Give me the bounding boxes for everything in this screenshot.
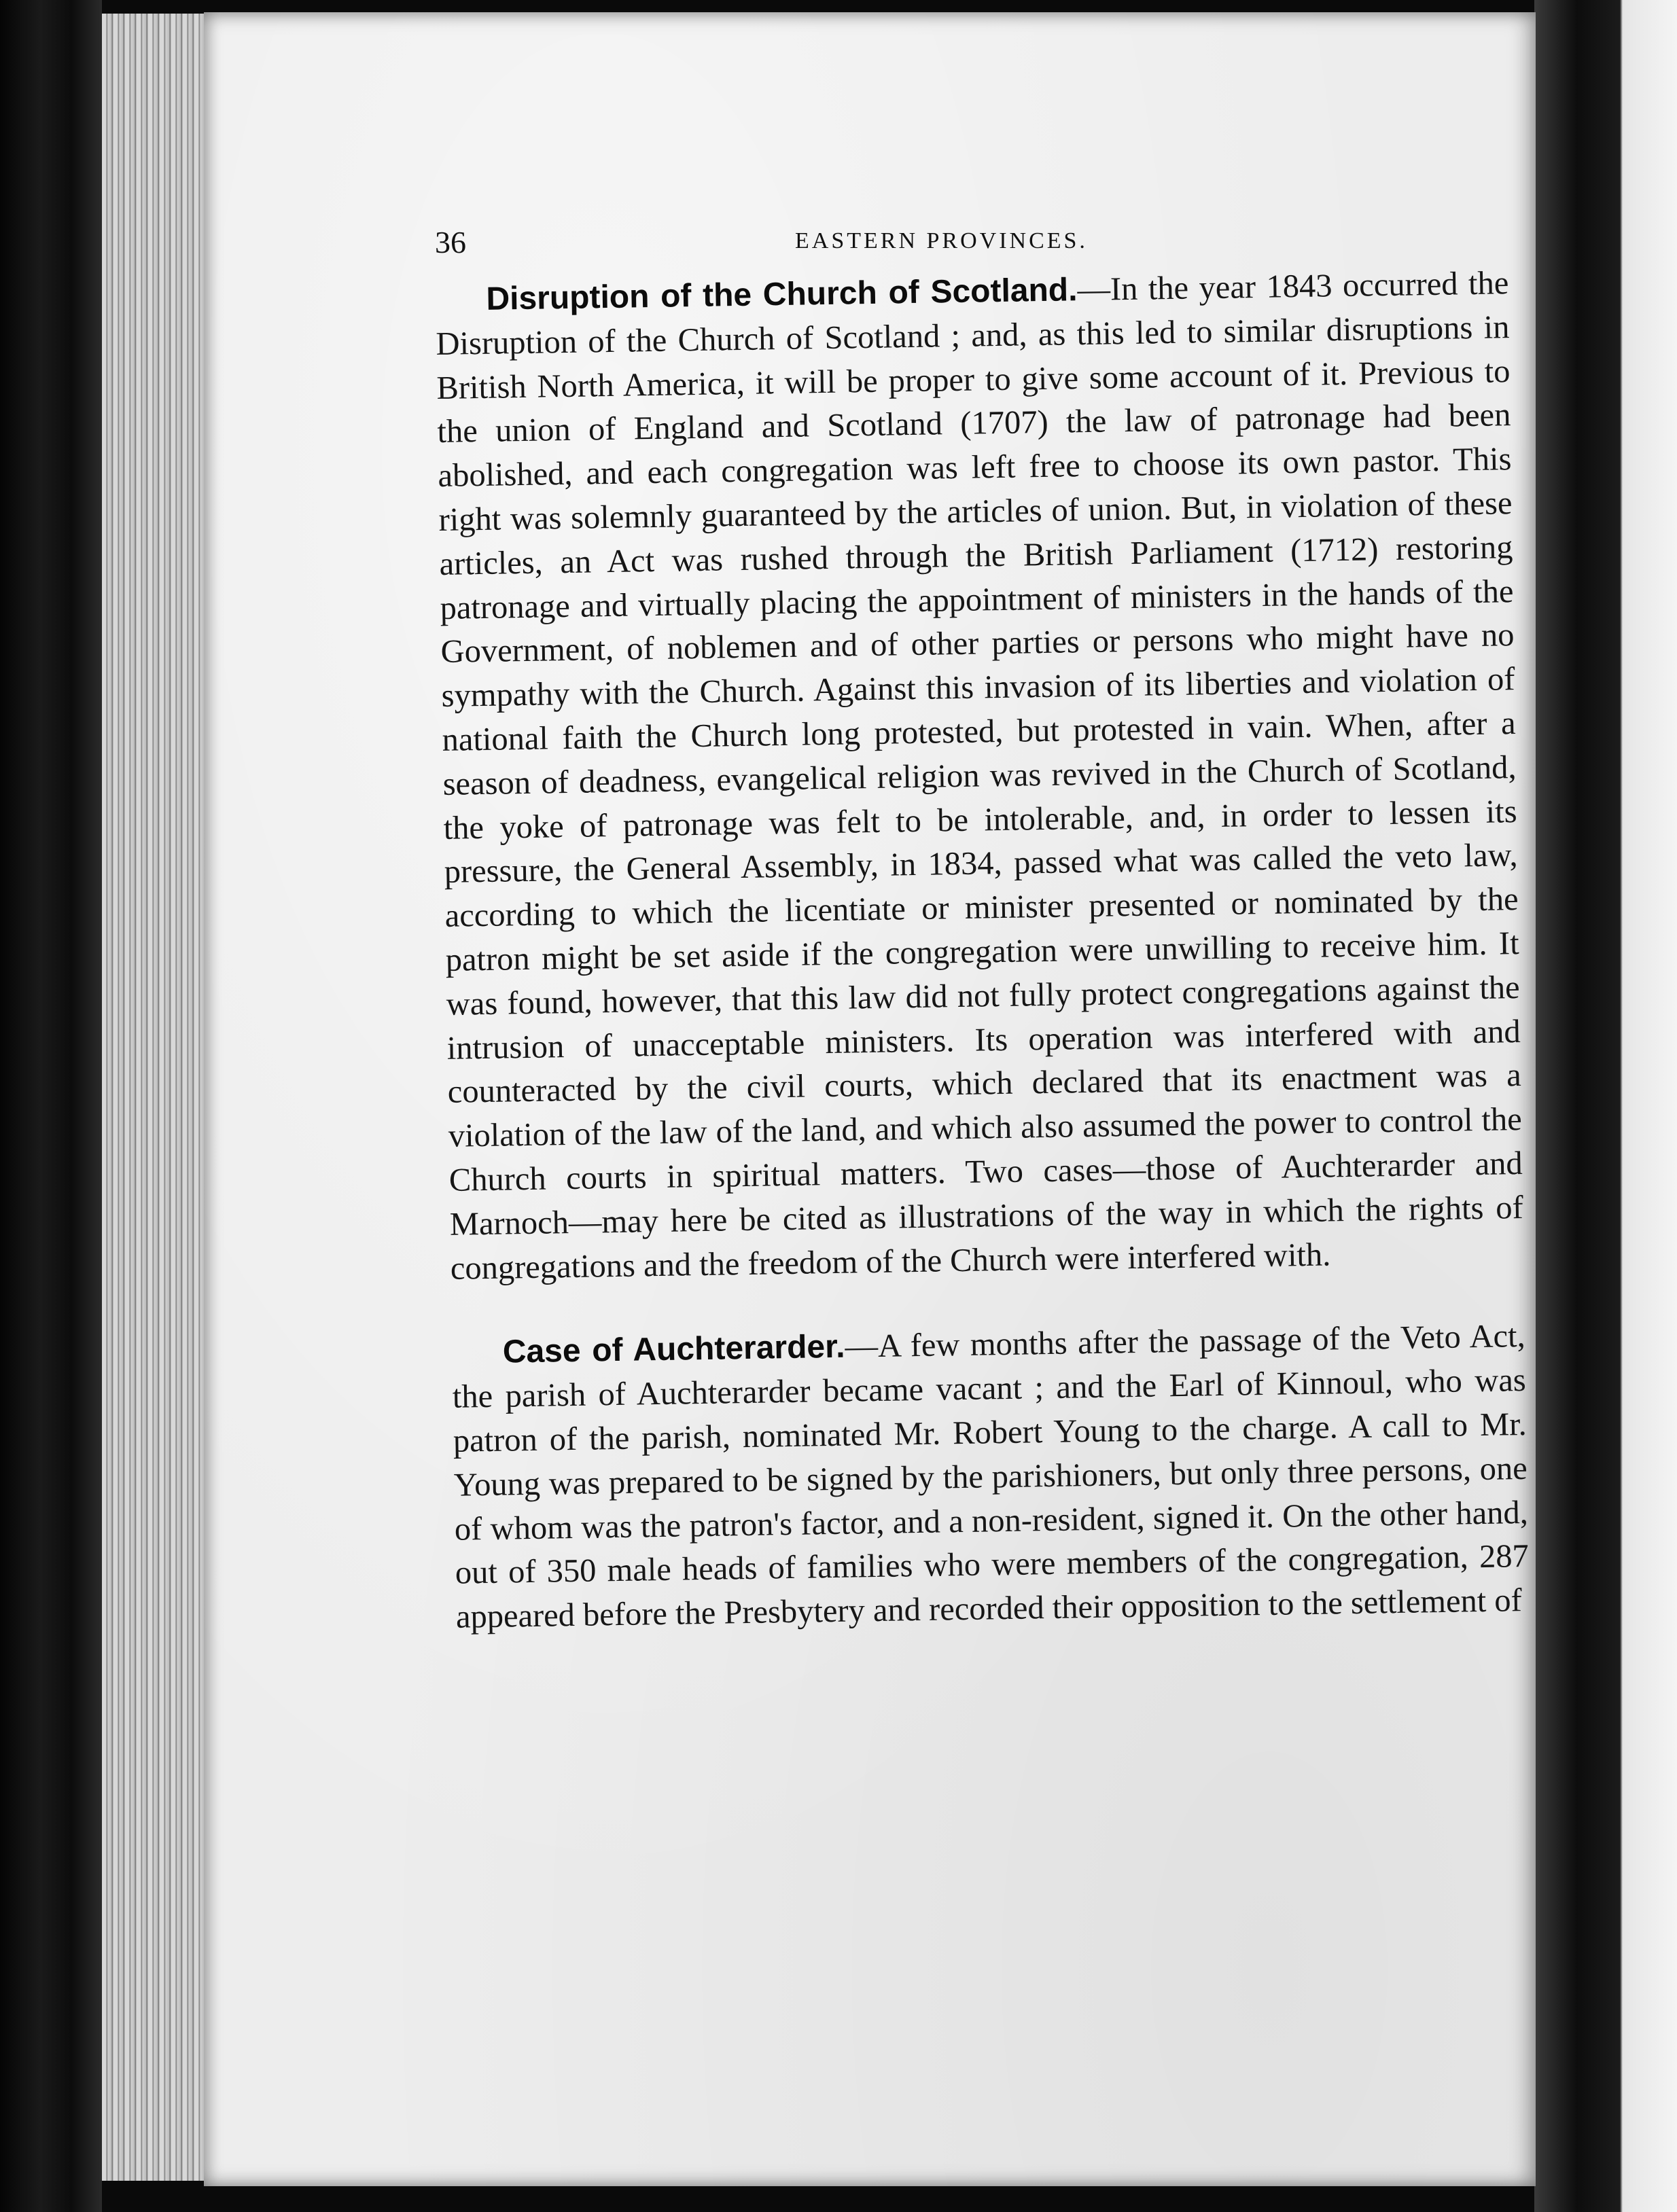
paragraph-text-auchterarder: —A few months after the passage of the Veto Act, the parish of Auchterarder became vacant ; and the Earl of Kinnoul, who was patron of the parish, nominated Mr. Robert Young to the charge. A call to Mr. Young was prepared to be signed by the parishioners, but only three persons, one of whom was the patron's factor, and a non-resident, signed it. On the other hand, out of 350 male heads of families who were members of the congregation, 287 appeared before the Presbytery and recorded their opposition to the settlement of bbox=[452, 1318, 1530, 1635]
paragraph-disruption bbox=[435, 262, 1524, 1291]
page-body bbox=[435, 262, 1530, 1639]
paragraph-auchterarder bbox=[451, 1315, 1530, 1639]
section-heading-auchterarder: Case of Auchterarder. bbox=[502, 1329, 845, 1370]
scan-left-edge bbox=[0, 0, 102, 2212]
scan-right-edge bbox=[1534, 0, 1677, 2212]
running-head: EASTERN PROVINCES. bbox=[795, 228, 1088, 253]
page-number: 36 bbox=[435, 225, 466, 260]
page-header bbox=[435, 224, 1481, 265]
paragraph-text-disruption: —In the year 1843 occurred the Disruption of the Church of Scotland ; and, as this led to similar disruptions in British North America, it will be proper to give some account of it. Previous to the union of England and Scotland (1707) the law of patronage had been abolished, and each congregation was left free to choose its own pastor. This right was solemnly guaranteed by the articles of union. But, in violation of these articles, an Act was rushed through the British Parliament (1712) restoring patronage and virtually placing the appointment of ministers in the hands of the Government, of noblemen and of other parties or persons who might have no sympathy with the Church. Against this invasion of its liberties and violation of national faith the Church long protested, but protested in vain. When, after a season of deadness, evangelical religion was revived in the Church of Scotland, the yoke of patronage was felt to be intolerable, and, in order to lessen its pressure, the General Assembly, in 1834, passed what was called the veto law, according to which the licentiate or minister presented or nominated by the patron might be set aside if the congregation were unwilling to receive him. It was found, however, that this law did not fully protect congregations against the intrusion of unacceptable ministers. Its operation was interfered with and counteracted by the civil courts, which declared that its enactment was a violation of the law of the land, and which also assumed the power to control the Church courts in spiritual matters. Two cases—those of Auchterarder and Marnoch—may here be cited as illustrations of the way in which the rights of congregations and the freedom of the Church were interfered with. bbox=[436, 265, 1524, 1287]
section-heading-disruption: Disruption of the Church of Scotland. bbox=[486, 272, 1078, 317]
book-page-edges bbox=[102, 14, 206, 2181]
